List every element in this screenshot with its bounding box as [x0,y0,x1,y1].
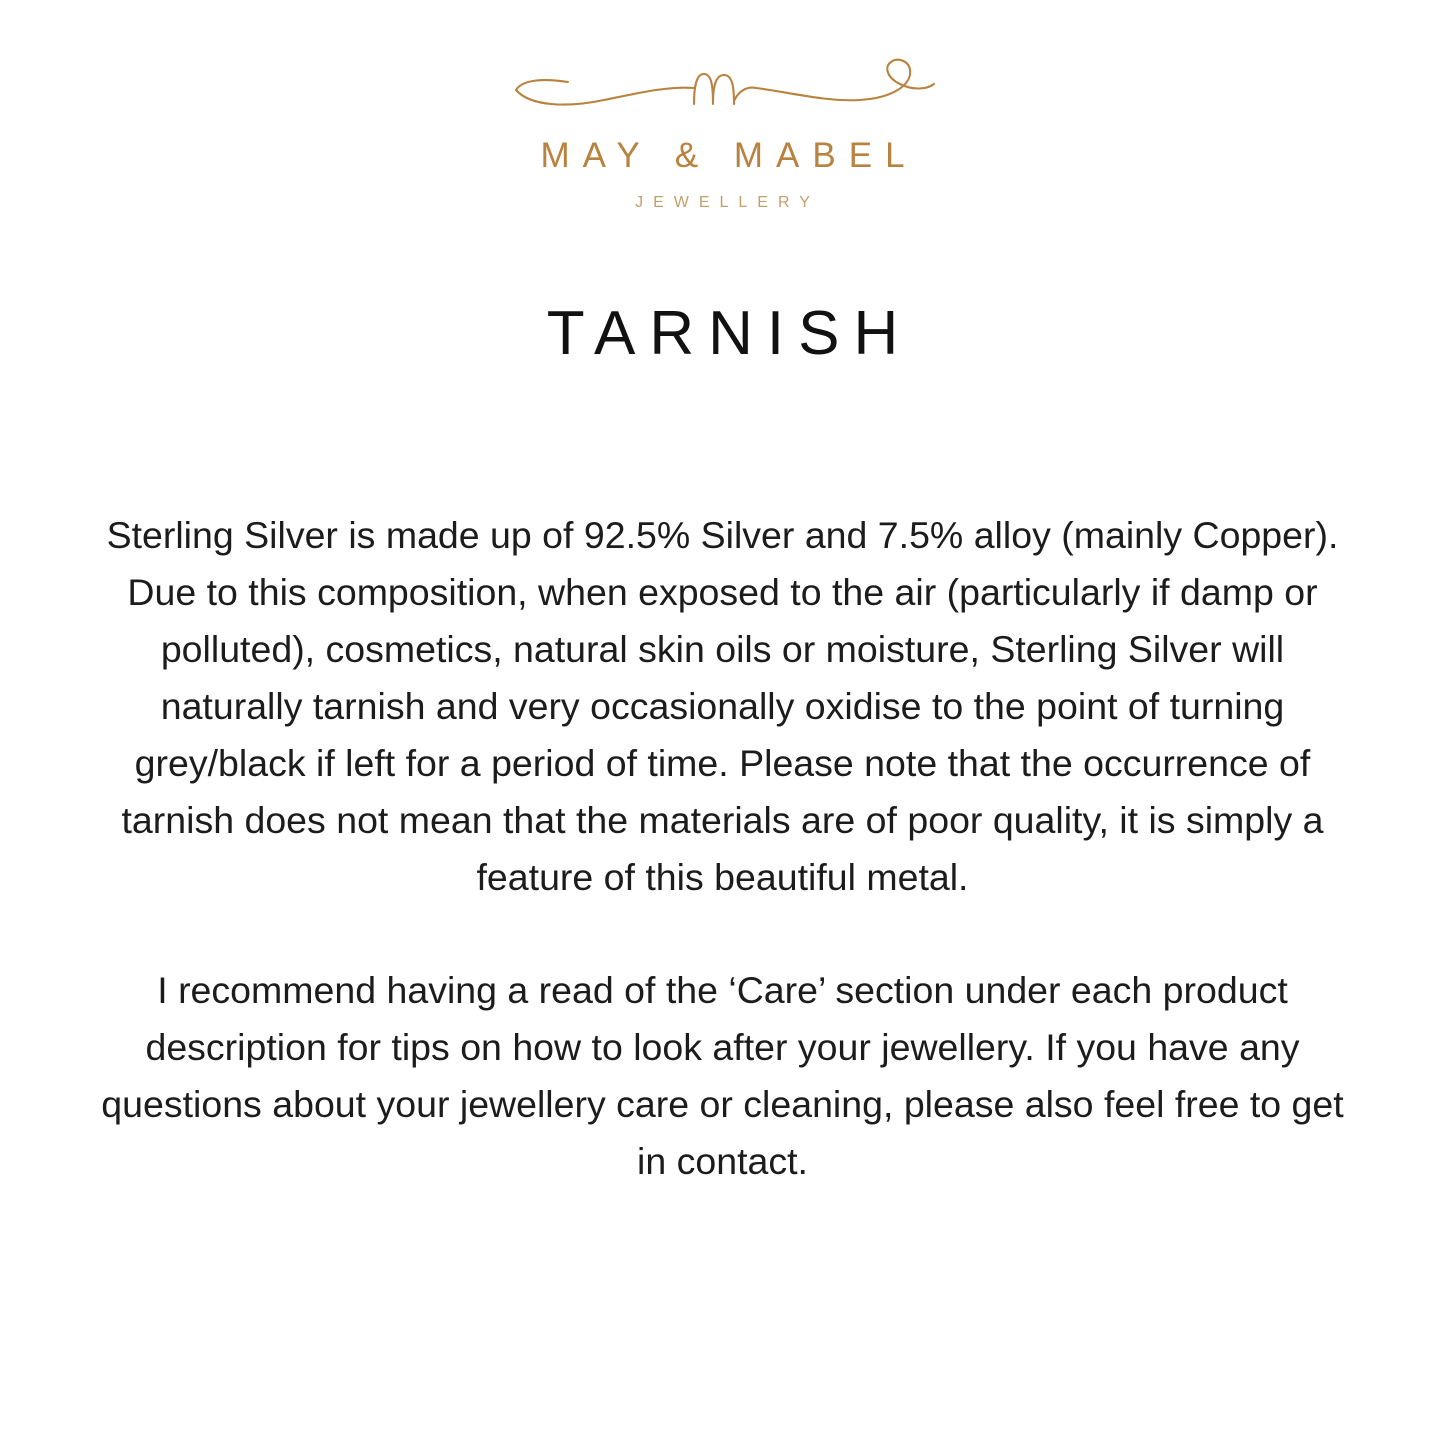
flourish-monogram-m-icon [508,44,938,122]
paragraph-care-recommendation: I recommend having a read of the ‘Care’ section under each product description for tips on how to look after your jewellery. If you have any questions about your jewellery care or cleaning, please also feel free to get in contact. [101,968,1344,1182]
page-title: TARNISH [546,299,913,368]
brand-name: MAY & MABEL [540,136,918,175]
body-copy [93,507,1353,1190]
brand-subtitle: JEWELLERY [635,194,820,211]
paragraph-tarnish-explanation: Sterling Silver is made up of 92.5% Silver and 7.5% alloy (mainly Copper). Due to this composition, when exposed to the air (particularly if damp or polluted), cosmetics, natural skin oils or moisture, Sterling Silver will naturally tarnish and very occasionally oxidise to the point of turning grey/black if left for a period of time. Please note that the occurrence of tarnish does not mean that the materials are of poor quality, it is simply a feature of this beautiful metal. [106,513,1339,898]
brand-header [508,44,938,212]
